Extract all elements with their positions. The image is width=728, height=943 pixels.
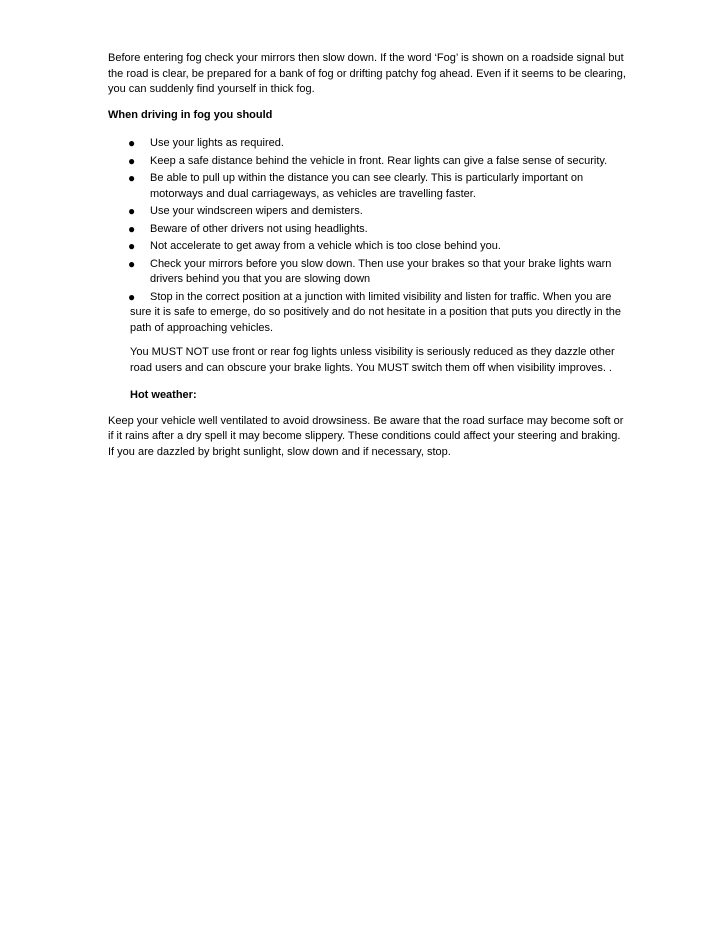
document-page	[108, 51, 628, 460]
list-item	[108, 171, 628, 202]
bullet-icon: ●	[128, 221, 136, 236]
bullet-icon: ●	[128, 153, 136, 168]
bullet-icon: ●	[128, 171, 136, 185]
fog-advice-list	[108, 136, 628, 288]
bullet-icon: ●	[128, 136, 136, 150]
list-item	[108, 257, 628, 288]
bullet-icon: ●	[128, 289, 136, 304]
list-item	[108, 154, 628, 170]
list-item	[108, 204, 628, 220]
junction-item	[108, 290, 628, 337]
list-item	[108, 239, 628, 255]
list-item-text: Keep a safe distance behind the vehicle in front. Rear lights can give a false sense of security.	[150, 154, 608, 167]
fog-lights-paragraph: You MUST NOT use front or rear fog lights unless visibility is seriously reduced as they dazzle other road users and can obscure your brake lights. You MUST switch them off when visibility improves. .	[130, 346, 615, 374]
junction-item-text: Stop in the correct position at a junction with limited visibility and listen for traffic. When you are sure it is safe to emerge, do so positively and do not hesitate in a position that puts you directly in the path of approaching vehicles.	[130, 290, 622, 334]
list-item	[108, 136, 628, 152]
list-item-text: Use your lights as required.	[150, 137, 284, 149]
hot-weather-paragraph: Keep your vehicle well ventilated to avoid drowsiness. Be aware that the road surface may become soft or if it rains after a dry spell it may become slippery. These conditions could affect your steering and braking. If you are dazzled by bright sunlight, slow down and if necessary, stop.	[108, 414, 624, 458]
list-item-text: Beware of other drivers not using headlights.	[150, 222, 368, 235]
bullet-icon: ●	[128, 204, 136, 218]
list-item-text: Be able to pull up within the distance you can see clearly. This is particularly important on motorways and dual carriageways, as vehicles are travelling faster.	[150, 172, 584, 200]
hot-weather-heading: Hot weather:	[130, 389, 197, 401]
list-item-text: Not accelerate to get away from a vehicle which is too close behind you.	[150, 240, 501, 252]
list-item-text: Check your mirrors before you slow down. Then use your brakes so that your brake lights warn drivers behind you that you are slowing down	[150, 257, 612, 285]
intro-paragraph: Before entering fog check your mirrors then slow down. If the word ‘Fog’ is shown on a roadside signal but the road is clear, be prepared for a bank of fog or drifting patchy fog ahead. Even if it seems to be clearing, you can suddenly find yourself in thick fog.	[108, 52, 626, 95]
list-item-text: Use your windscreen wipers and demisters.	[150, 205, 363, 217]
bullet-icon: ●	[128, 256, 136, 271]
bullet-icon: ●	[128, 239, 136, 253]
list-item	[108, 222, 628, 238]
fog-heading: When driving in fog you should	[108, 108, 273, 121]
